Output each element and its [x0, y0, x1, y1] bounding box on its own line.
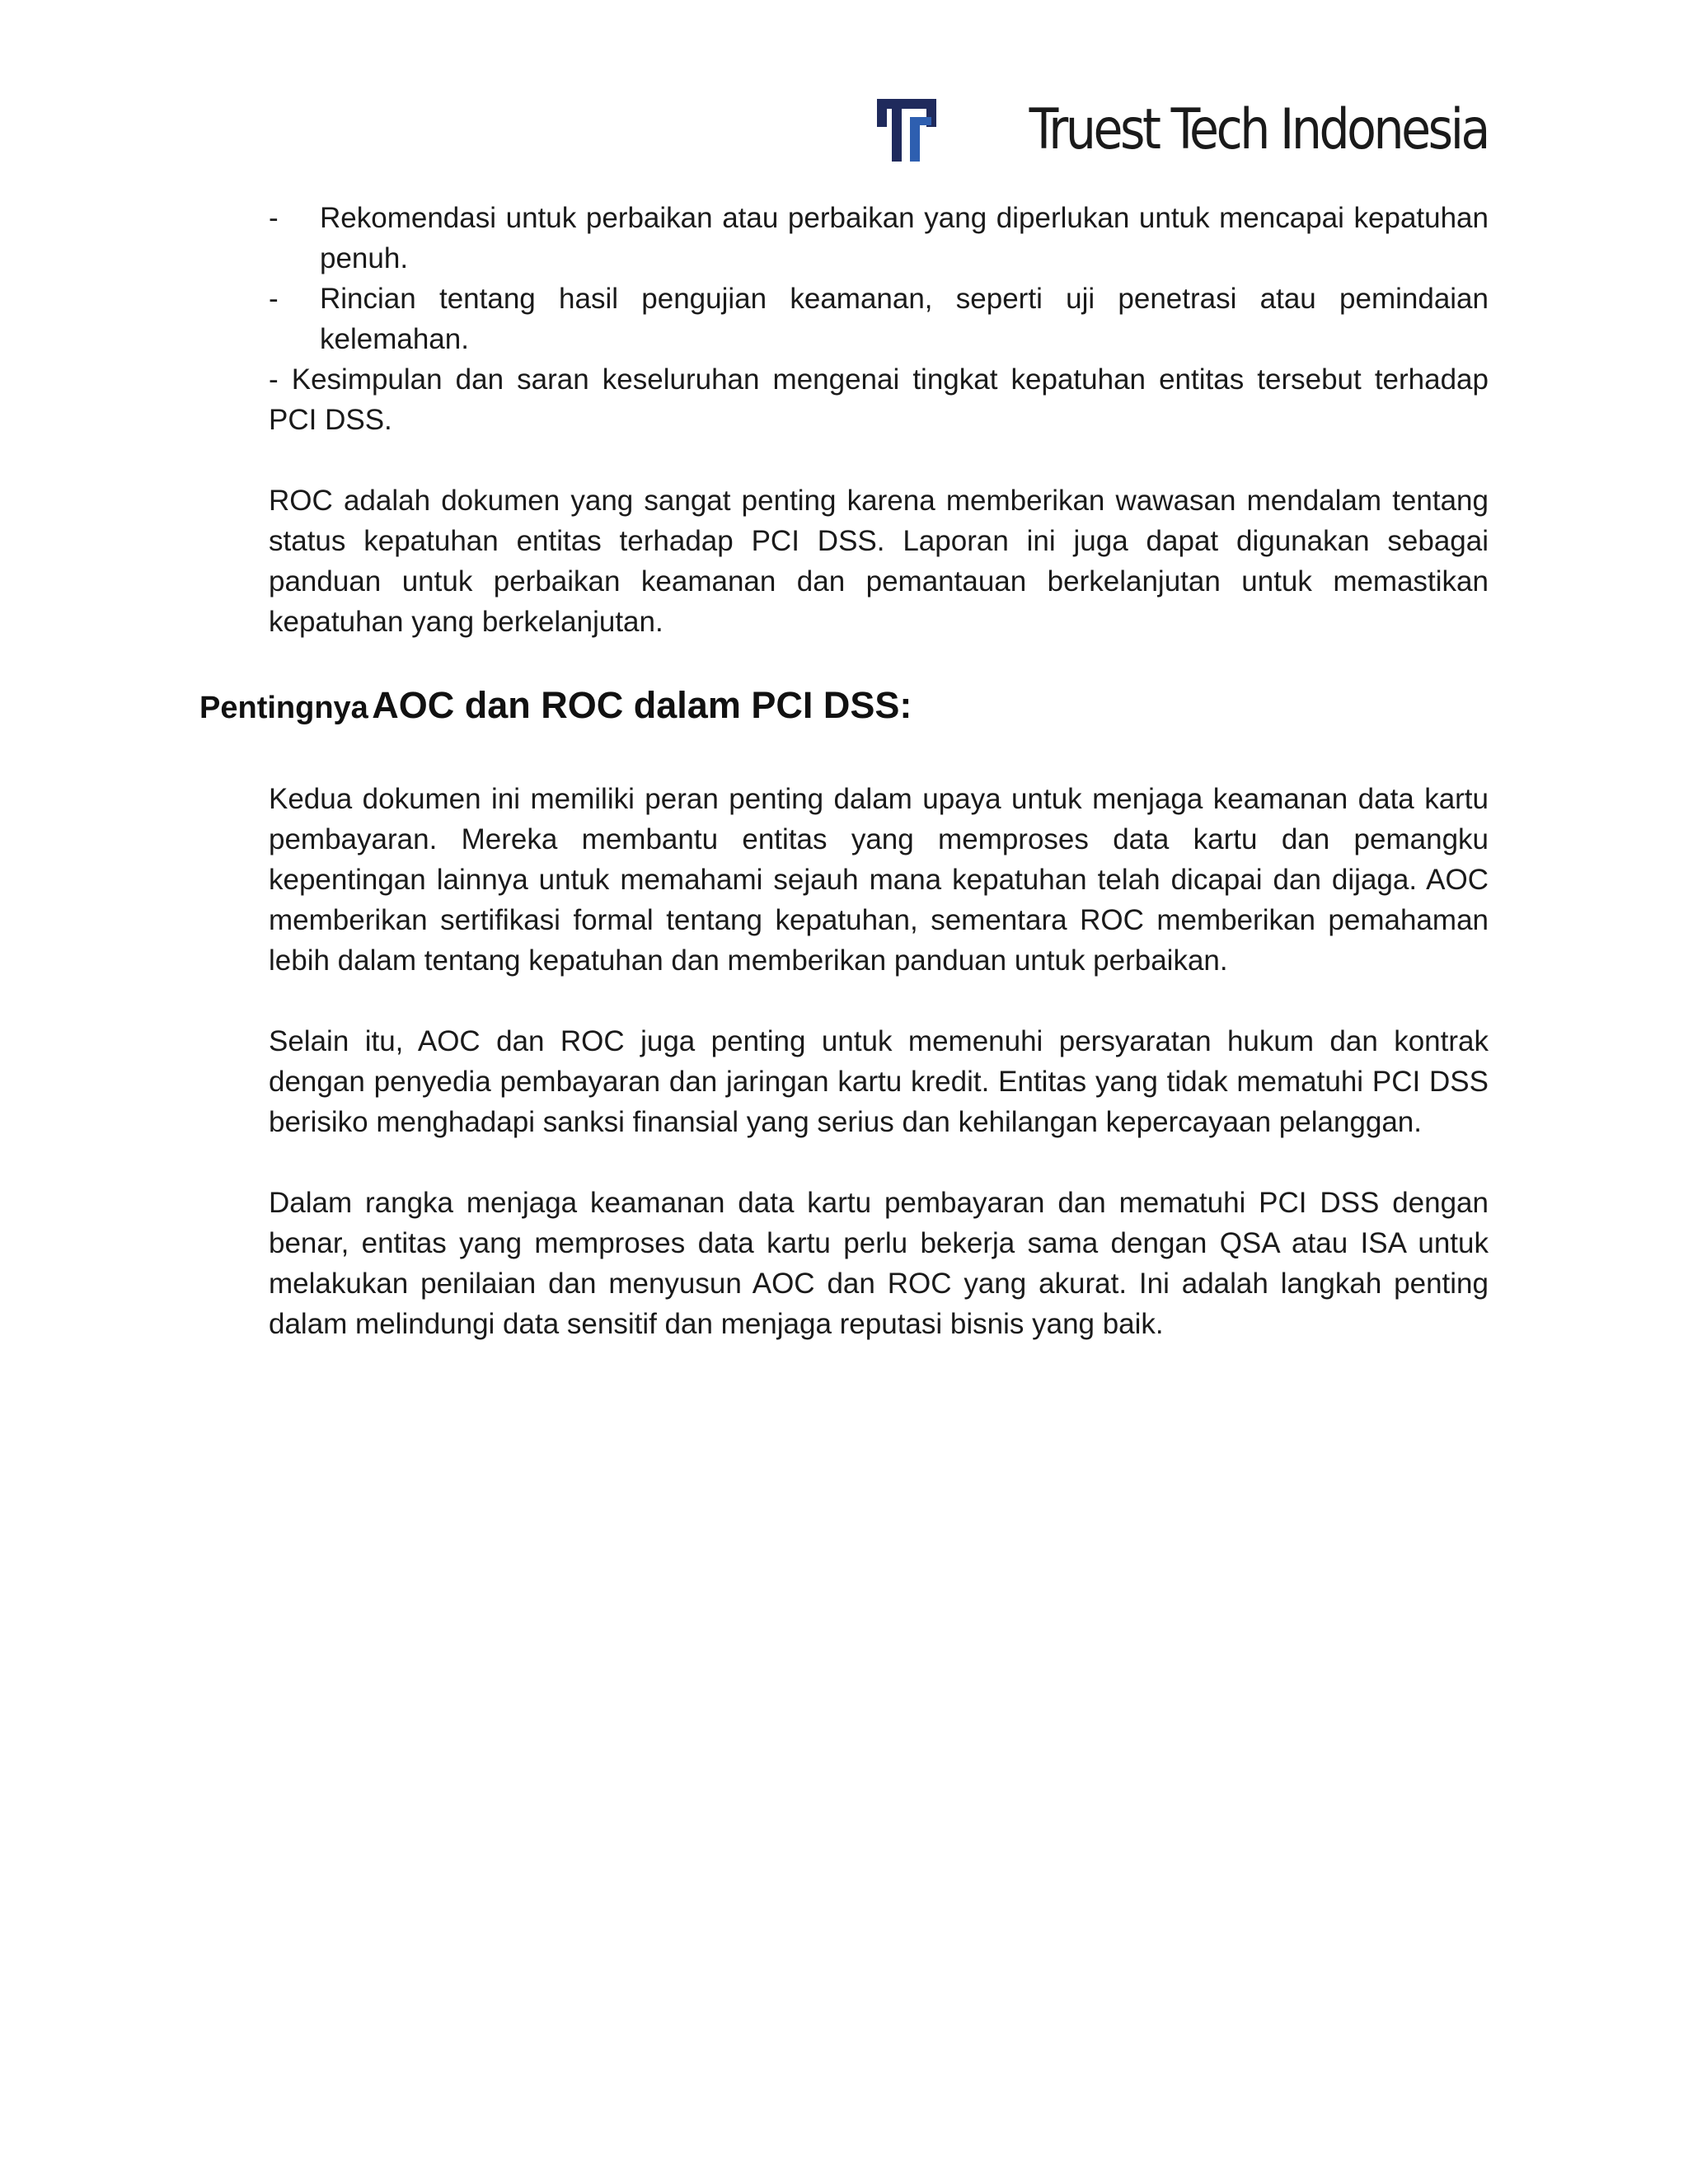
roc-paragraph: ROC adalah dokumen yang sangat penting karena memberikan wawasan mendalam tentang status kepatuhan entitas terhadap PCI DSS. Laporan ini juga dapat digunakan sebagai panduan untuk perbaikan keamanan dan pemantauan berkelanjutan untuk memastikan kepatuhan yang berkelanjutan.: [269, 485, 1489, 638]
body-paragraph: Kedua dokumen ini memiliki peran penting dalam upaya untuk menjaga keamanan data kartu pembayaran. Mereka membantu entitas yang memproses data kartu dan pemangku kepentingan lainnya untuk memahami sejauh mana kepatuhan telah dicapai dan dijaga. AOC memberikan sertifikasi formal tentang kepatuhan, sementara ROC memberikan pemahaman lebih dalam tentang kepatuhan dan memberikan panduan untuk perbaikan.: [269, 783, 1489, 977]
bullet-dash: -: [269, 202, 279, 234]
list-item: [269, 279, 1489, 359]
truest-tech-logo-icon: [877, 99, 936, 162]
body-paragraph: Selain itu, AOC dan ROC juga penting untuk memenuhi persyaratan hukum dan kontrak dengan penyedia pembayaran dan jaringan kartu kredit. Entitas yang tidak mematuhi PCI DSS berisiko menghadapi sanksi finansial yang serius dan kehilangan kepercayaan pelanggan.: [269, 1025, 1489, 1138]
section-roc-details: [269, 198, 1489, 642]
heading-prefix: Pentingnya: [199, 691, 368, 725]
conclusion-line: - Kesimpulan dan saran keseluruhan mengenai tingkat kepatuhan entitas tersebut terhadap PCI DSS.: [269, 363, 1489, 436]
bullet-text: Rekomendasi untuk perbaikan atau perbaikan yang diperlukan untuk mencapai kepatuhan penuh.: [320, 202, 1489, 274]
page-header: [877, 97, 1488, 163]
brand-name: Truest Tech Indonesia: [1029, 97, 1488, 162]
body-paragraph: Dalam rangka menjaga keamanan data kartu pembayaran dan mematuhi PCI DSS dengan benar, entitas yang memproses data kartu perlu bekerja sama dengan QSA atau ISA untuk melakukan penilaian dan menyusun AOC dan ROC yang akurat. Ini adalah langkah penting dalam melindungi data sensitif dan menjaga reputasi bisnis yang baik.: [269, 1187, 1489, 1340]
heading-title: AOC dan ROC dalam PCI DSS:: [372, 684, 912, 726]
list-item: [269, 198, 1489, 279]
section-importance: [269, 779, 1489, 1344]
bullet-text: Rincian tentang hasil pengujian keamanan, seperti uji penetrasi atau pemindaian kelemahan.: [320, 283, 1489, 355]
section-heading: [199, 684, 912, 727]
bullet-dash: -: [269, 283, 279, 315]
